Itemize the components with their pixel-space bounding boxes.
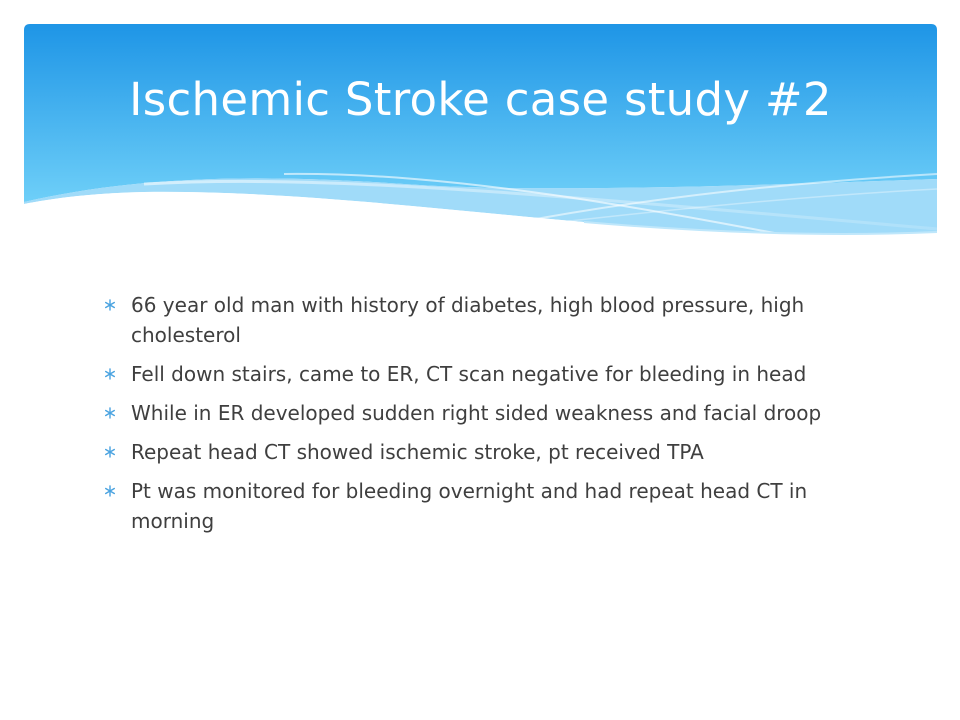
asterisk-icon [104,446,116,458]
bullet-item [104,290,864,350]
bullet-list [104,290,864,545]
bullet-text: Repeat head CT showed ischemic stroke, pt received TPA [131,440,704,464]
bullet-item [104,398,864,428]
slide-title: Ischemic Stroke case study #2 [129,73,832,126]
bullet-text: Pt was monitored for bleeding overnight and had repeat head CT in morning [131,479,808,533]
bullet-item [104,359,864,389]
bullet-text: While in ER developed sudden right sided weakness and facial droop [131,401,822,425]
bullet-item [104,476,864,536]
asterisk-icon [104,485,116,497]
asterisk-icon [104,407,116,419]
header-wave-graphic [24,24,937,264]
bullet-text: Fell down stairs, came to ER, CT scan negative for bleeding in head [131,362,807,386]
asterisk-icon [104,299,116,311]
bullet-text: 66 year old man with history of diabetes, high blood pressure, high cholesterol [131,293,805,347]
header-banner [24,24,937,264]
asterisk-icon [104,368,116,380]
bullet-item [104,437,864,467]
